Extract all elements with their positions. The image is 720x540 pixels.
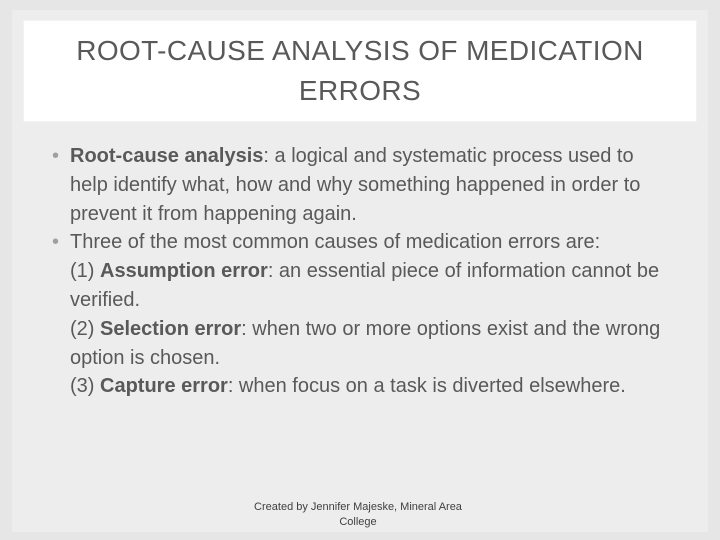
- cause-selection-error: [70, 315, 672, 373]
- slide-content: [52, 142, 672, 401]
- cause-text-capture-error: : when focus on a task is diverted elsewhere.: [227, 375, 626, 398]
- bullet-text-root-cause-analysis: : a logical and systematic process used to help identify what, how and why something happened in order to prevent it from happening again.: [70, 145, 641, 225]
- bullet-root-cause-analysis: [52, 142, 672, 228]
- bullet-common-causes: [52, 228, 672, 401]
- slide-title: ROOT-CAUSE ANALYSIS OF MEDICATION ERRORS: [76, 35, 644, 106]
- cause-term-capture-error: Capture error: [100, 375, 228, 398]
- title-box: [23, 20, 697, 122]
- cause-term-selection-error: Selection error: [100, 317, 242, 340]
- bullet-term-root-cause-analysis: Root-cause analysis: [70, 145, 264, 167]
- cause-term-assumption-error: Assumption error: [100, 260, 268, 283]
- bullet-icon: •: [52, 231, 60, 254]
- cause-assumption-error: [70, 257, 672, 315]
- cause-number: (3): [70, 375, 100, 398]
- cause-capture-error: [70, 372, 672, 401]
- cause-number: (2): [70, 317, 100, 340]
- slide-footer: Created by Jennifer Majeske, Mineral Area College: [254, 501, 462, 528]
- cause-number: (1): [70, 260, 100, 283]
- bullet-text-common-causes: Three of the most common causes of medication errors are:: [70, 231, 601, 254]
- cause-text-selection-error: : when two or more options exist and the wrong option is chosen.: [70, 317, 661, 369]
- bullet-icon: •: [52, 145, 60, 167]
- cause-text-assumption-error: : an essential piece of information cannot be verified.: [70, 260, 660, 311]
